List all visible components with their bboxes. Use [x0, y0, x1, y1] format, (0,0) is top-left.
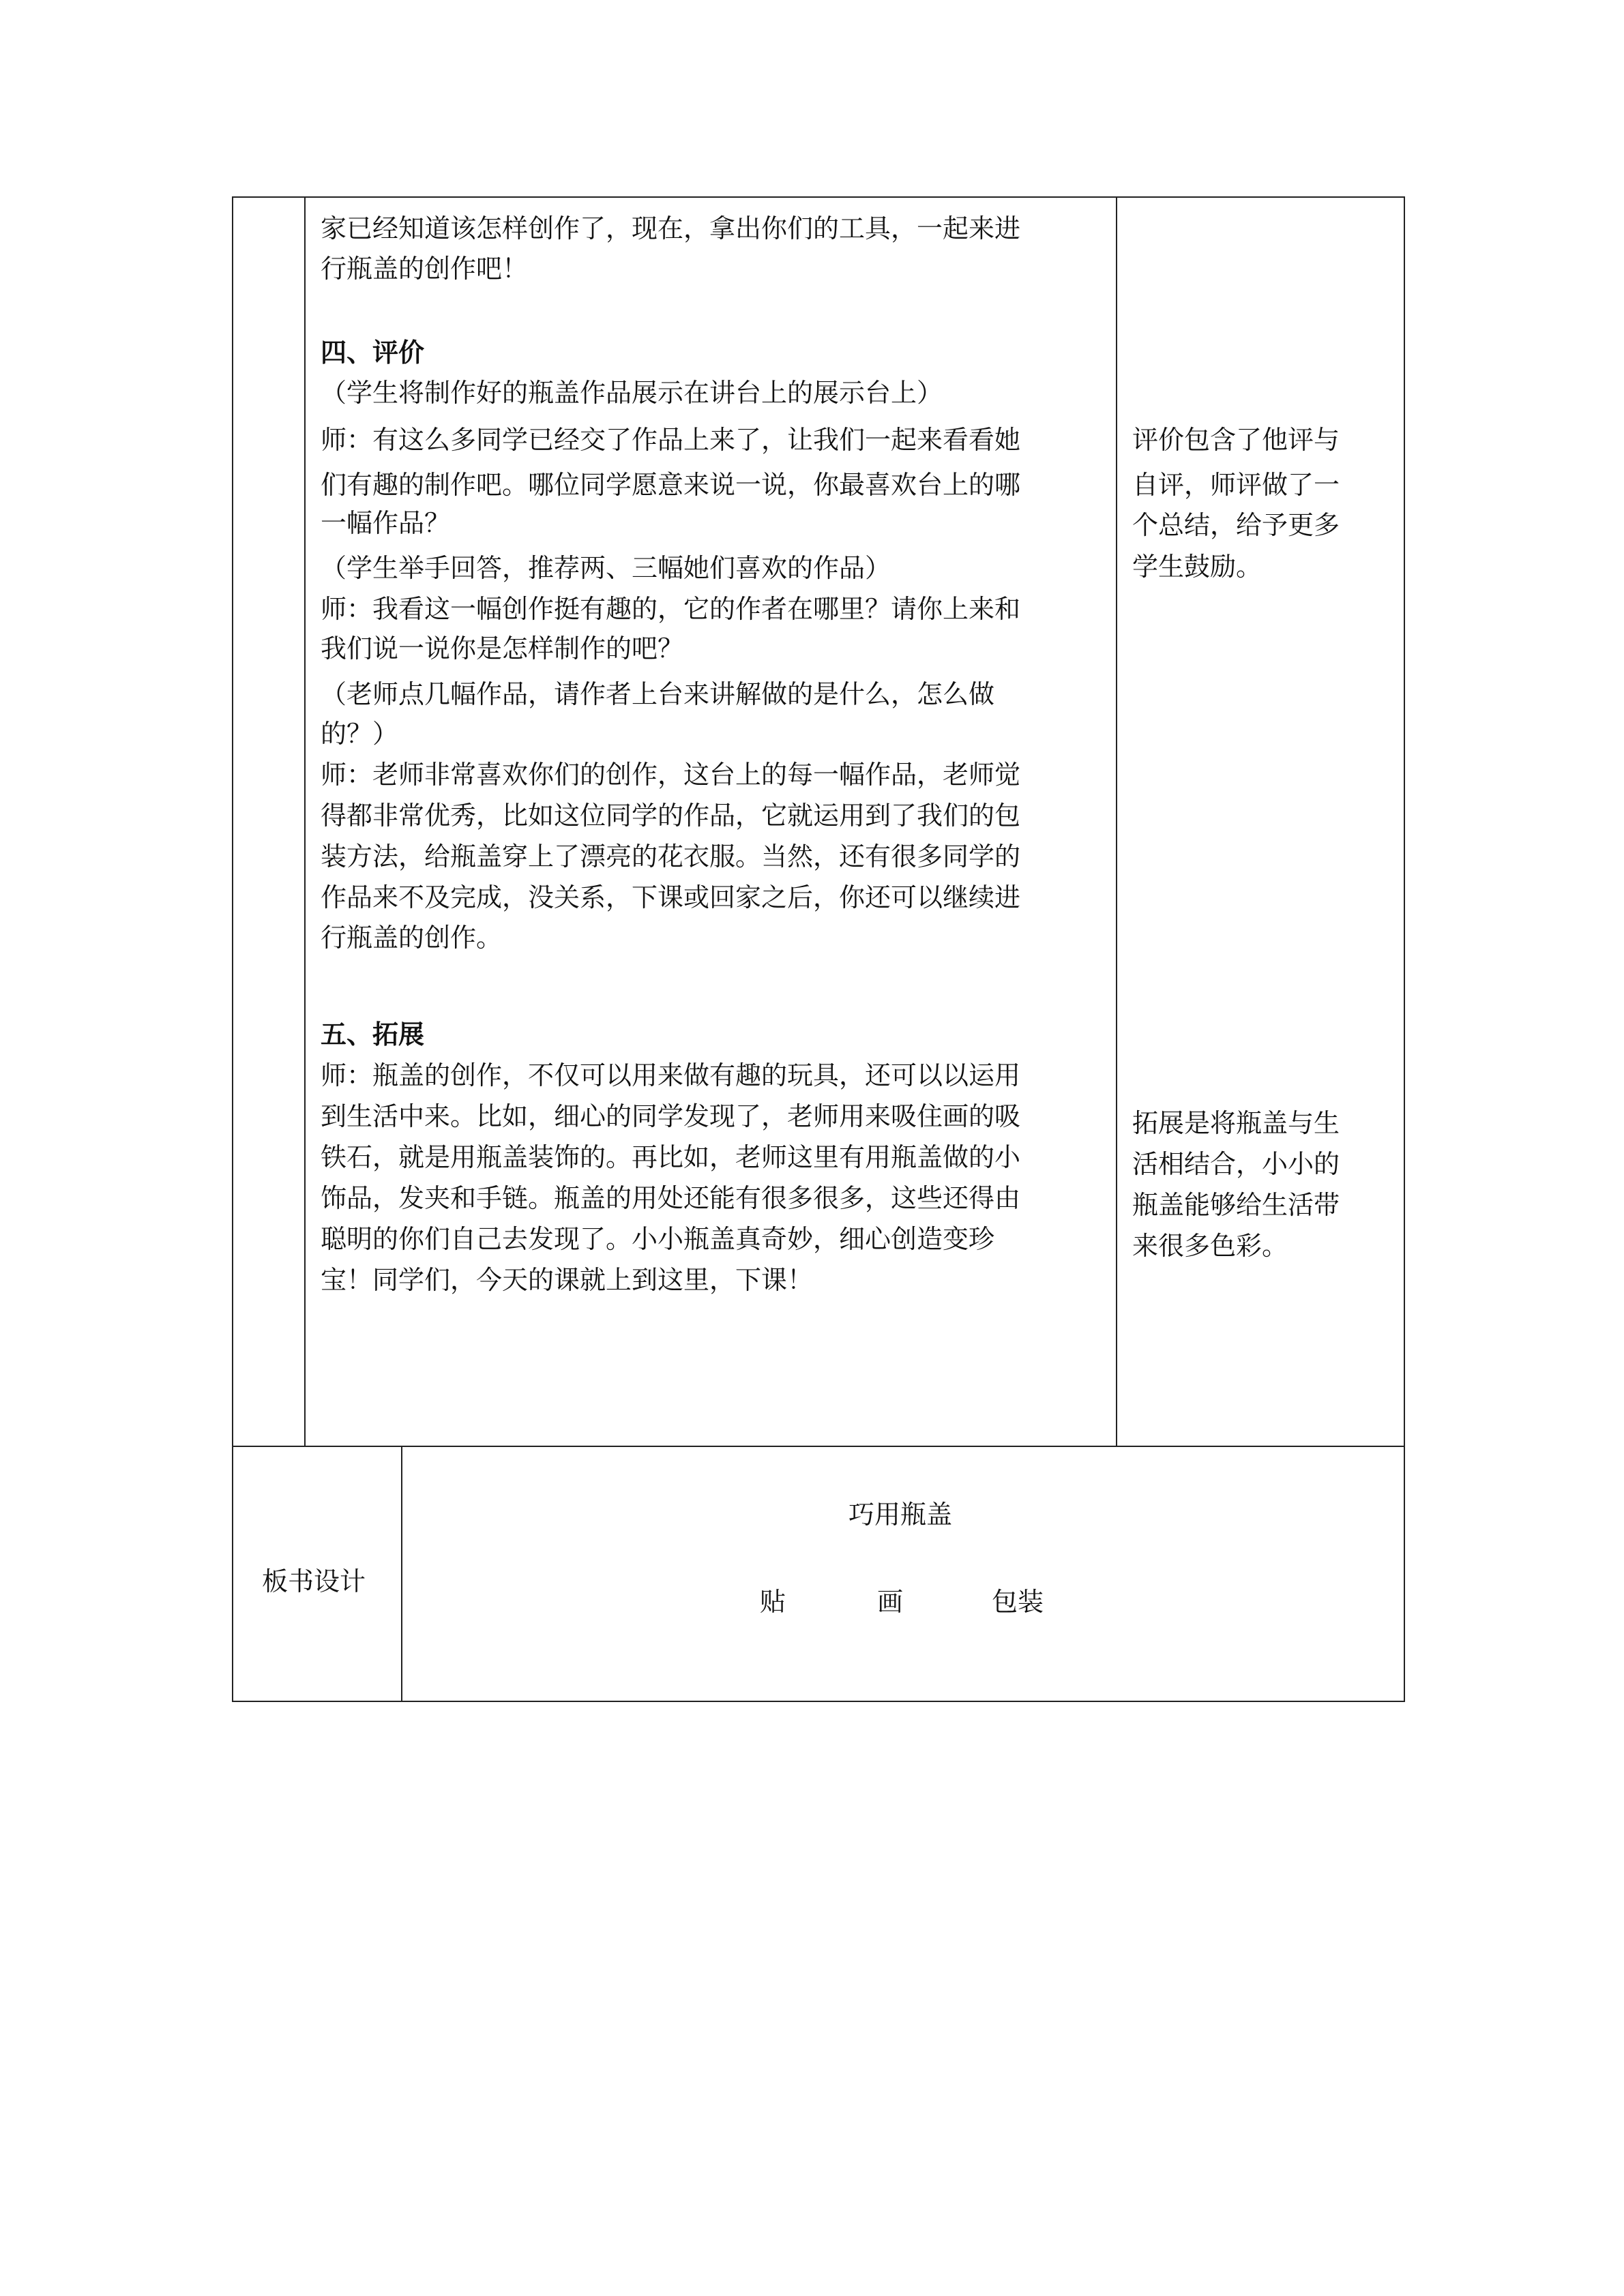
table-middle-border — [232, 1446, 1405, 1447]
extension-note-line: 活相结合，小小的 — [1132, 1149, 1340, 1179]
evaluation-note-line: 个总结，给予更多 — [1132, 510, 1340, 540]
section5-line: 聪明的你们自己去发现了。小小瓶盖真奇妙，细心创造变珍 — [321, 1224, 995, 1254]
evaluation-note-line: 评价包含了他评与 — [1132, 425, 1340, 455]
evaluation-note-line: 学生鼓励。 — [1132, 552, 1263, 582]
section4-line: 一幅作品？ — [321, 508, 451, 538]
section5-line: 到生活中来。比如，细心的同学发现了，老师用来吸住画的吸 — [321, 1101, 1021, 1131]
intro-line: 行瓶盖的创作吧！ — [321, 254, 529, 284]
board-item-wrap: 包装 — [992, 1587, 1044, 1617]
upper-notes-divider — [1116, 196, 1117, 1446]
table-right-border — [1404, 196, 1405, 1702]
intro-line: 家已经知道该怎样创作了，现在，拿出你们的工具，一起来进 — [321, 213, 1021, 243]
board-design-label: 板书设计 — [262, 1566, 366, 1596]
board-item-paste: 贴 — [760, 1587, 786, 1617]
section4-line: 师：我看这一幅创作挺有趣的，它的作者在哪里？请你上来和 — [321, 594, 1021, 624]
board-title: 巧用瓶盖 — [848, 1500, 953, 1530]
section5-line: 饰品，发夹和手链。瓶盖的用处还能有很多很多，这些还得由 — [321, 1183, 1021, 1213]
section4-line: 师：老师非常喜欢你们的创作，这台上的每一幅作品，老师觉 — [321, 760, 1021, 790]
section4-line: 装方法，给瓶盖穿上了漂亮的花衣服。当然，还有很多同学的 — [321, 841, 1021, 871]
section5-heading: 五、拓展 — [321, 1019, 425, 1049]
table-left-border — [232, 196, 233, 1702]
section4-line: 师：有这么多同学已经交了作品上来了，让我们一起来看看她 — [321, 425, 1021, 455]
extension-note-line: 来很多色彩。 — [1132, 1231, 1288, 1261]
section4-line: 我们说一说你是怎样制作的吧？ — [321, 633, 684, 664]
section4-line: 行瓶盖的创作。 — [321, 923, 503, 953]
board-item-draw: 画 — [877, 1587, 904, 1617]
section4-line: （老师点几幅作品，请作者上台来讲解做的是什么，怎么做 — [321, 679, 995, 709]
section5-line: 宝！同学们，今天的课就上到这里，下课！ — [321, 1265, 814, 1295]
section4-line: 得都非常优秀，比如这位同学的作品，它就运用到了我们的包 — [321, 801, 1021, 831]
extension-note-line: 瓶盖能够给生活带 — [1132, 1190, 1340, 1220]
section4-line: 的？） — [321, 719, 399, 749]
section5-line: 铁石，就是用瓶盖装饰的。再比如，老师这里有用瓶盖做的小 — [321, 1142, 1021, 1172]
section5-line: 师：瓶盖的创作，不仅可以用来做有趣的玩具，还可以以运用 — [321, 1060, 1021, 1090]
upper-inner-left-border — [304, 196, 306, 1446]
table-top-border — [232, 196, 1405, 198]
extension-note-line: 拓展是将瓶盖与生 — [1132, 1108, 1340, 1138]
section4-line: （学生将制作好的瓶盖作品展示在讲台上的展示台上） — [321, 378, 943, 408]
section4-line: 作品来不及完成，没关系，下课或回家之后，你还可以继续进 — [321, 882, 1021, 912]
section4-line: 们有趣的制作吧。哪位同学愿意来说一说，你最喜欢台上的哪 — [321, 470, 1021, 500]
section4-line: （学生举手回答，推荐两、三幅她们喜欢的作品） — [321, 553, 891, 583]
evaluation-note-line: 自评，师评做了一 — [1132, 470, 1340, 500]
section4-heading: 四、评价 — [321, 337, 425, 368]
board-label-divider — [401, 1446, 402, 1702]
table-bottom-border — [232, 1701, 1405, 1702]
